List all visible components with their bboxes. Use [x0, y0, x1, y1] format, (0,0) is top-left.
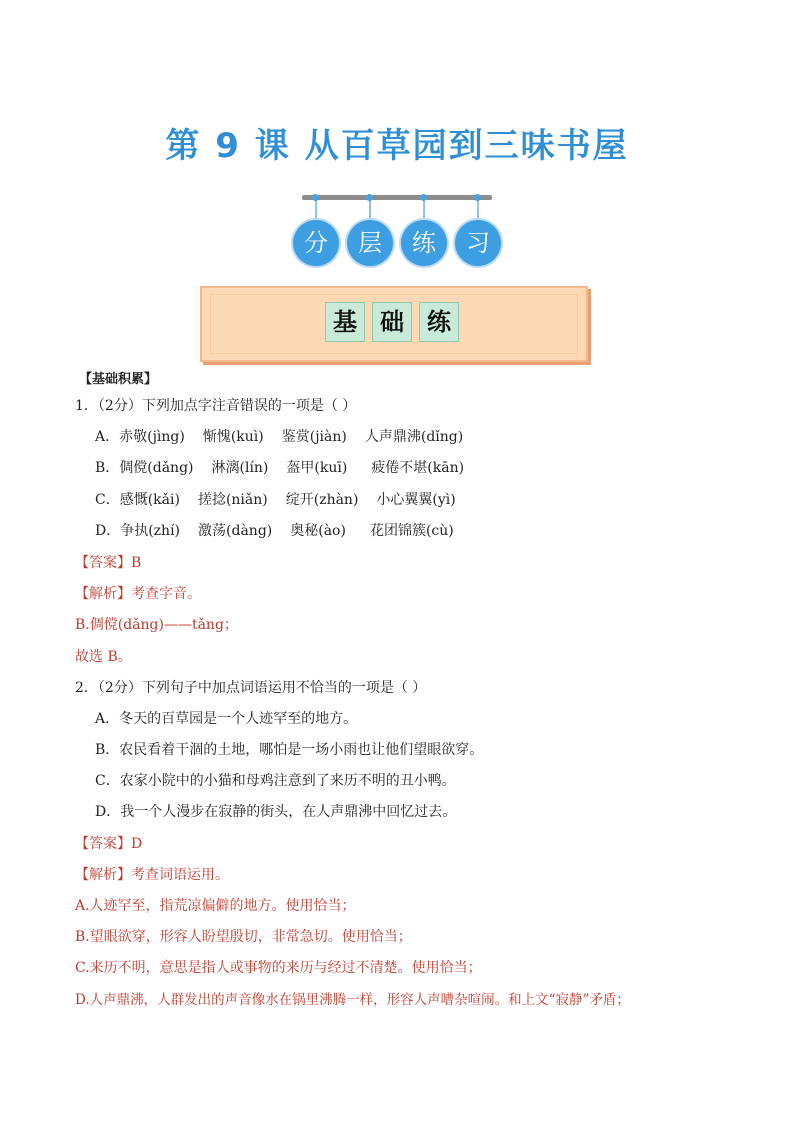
layer-badge: 习: [455, 220, 501, 266]
q2-analysis-line: C.来历不明，意思是指人或事物的来历与经过不清楚。使用恰当；: [75, 960, 482, 976]
q2-option-b: B．农民看着干涸的土地，哪怕是一场小雨也让他们望眼欲穿。: [95, 742, 484, 758]
layer-badge: 层: [347, 220, 393, 266]
q2-option-c: C．农家小院中的小猫和母鸡注意到了来历不明的丑小鸭。: [95, 773, 456, 789]
q1-option-c: C．感慨(kǎi) 搓捻(niǎn) 绽开(zhàn) 小心翼翼(yì): [95, 492, 456, 508]
q2-option-d: D．我一个人漫步在寂静的街头，在人声鼎沸中回忆过去。: [95, 804, 457, 820]
q1-option-d: D．争执(zhí) 激荡(dàng) 奥秘(ào) 花团锦簇(cù): [95, 523, 454, 539]
q2-analysis-line: D.人声鼎沸，人群发出的声音像水在锅里沸腾一样，形容人声嘈杂喧闹。和上文“寂静”矛盾；: [75, 992, 630, 1008]
hanger-knot: [474, 194, 481, 201]
q2-analysis-line: B.望眼欲穿，形容人盼望殷切，非常急切。使用恰当；: [75, 929, 412, 945]
q1-analysis: 【解析】考查字音。: [75, 586, 201, 602]
q1-analysis-line: 故选 B。: [75, 649, 132, 665]
banner-char: 础: [372, 302, 412, 342]
hanger-knot: [420, 194, 427, 201]
question-2-stem: 2．（2分）下列句子中加点词语运用不恰当的一项是（ ）: [75, 680, 427, 696]
q1-option-b: B．倜傥(dǎng) 淋漓(lín) 盔甲(kuī) 疲倦不堪(kān): [95, 460, 465, 476]
q1-option-a: A．赤敬(jìng) 惭愧(kuì) 鉴赏(jiàn) 人声鼎沸(dǐng): [95, 429, 464, 445]
hanger-knot: [366, 194, 373, 201]
q2-answer: 【答案】D: [75, 836, 143, 852]
banner-char: 基: [325, 302, 365, 342]
q1-analysis-line: B.倜傥(dǎng)——tǎng；: [75, 617, 238, 633]
hanger-knot: [312, 194, 319, 201]
hanger-rail: [302, 195, 492, 200]
layer-badge: 分: [293, 220, 339, 266]
banner-char: 练: [419, 302, 459, 342]
q2-analysis: 【解析】考查词语运用。: [75, 867, 229, 883]
q1-answer: 【答案】B: [75, 555, 142, 571]
page-title: 第 9 课 从百草园到三味书屋: [165, 126, 629, 166]
q2-analysis-line: A.人迹罕至，指荒凉偏僻的地方。使用恰当；: [75, 898, 356, 914]
question-1-stem: 1．（2分）下列加点字注音错误的一项是（ ）: [75, 398, 357, 414]
q2-option-a: A．冬天的百草园是一个人迹罕至的地方。: [95, 711, 358, 727]
section-heading: 【基础积累】: [79, 372, 158, 387]
layer-badge: 练: [401, 220, 447, 266]
